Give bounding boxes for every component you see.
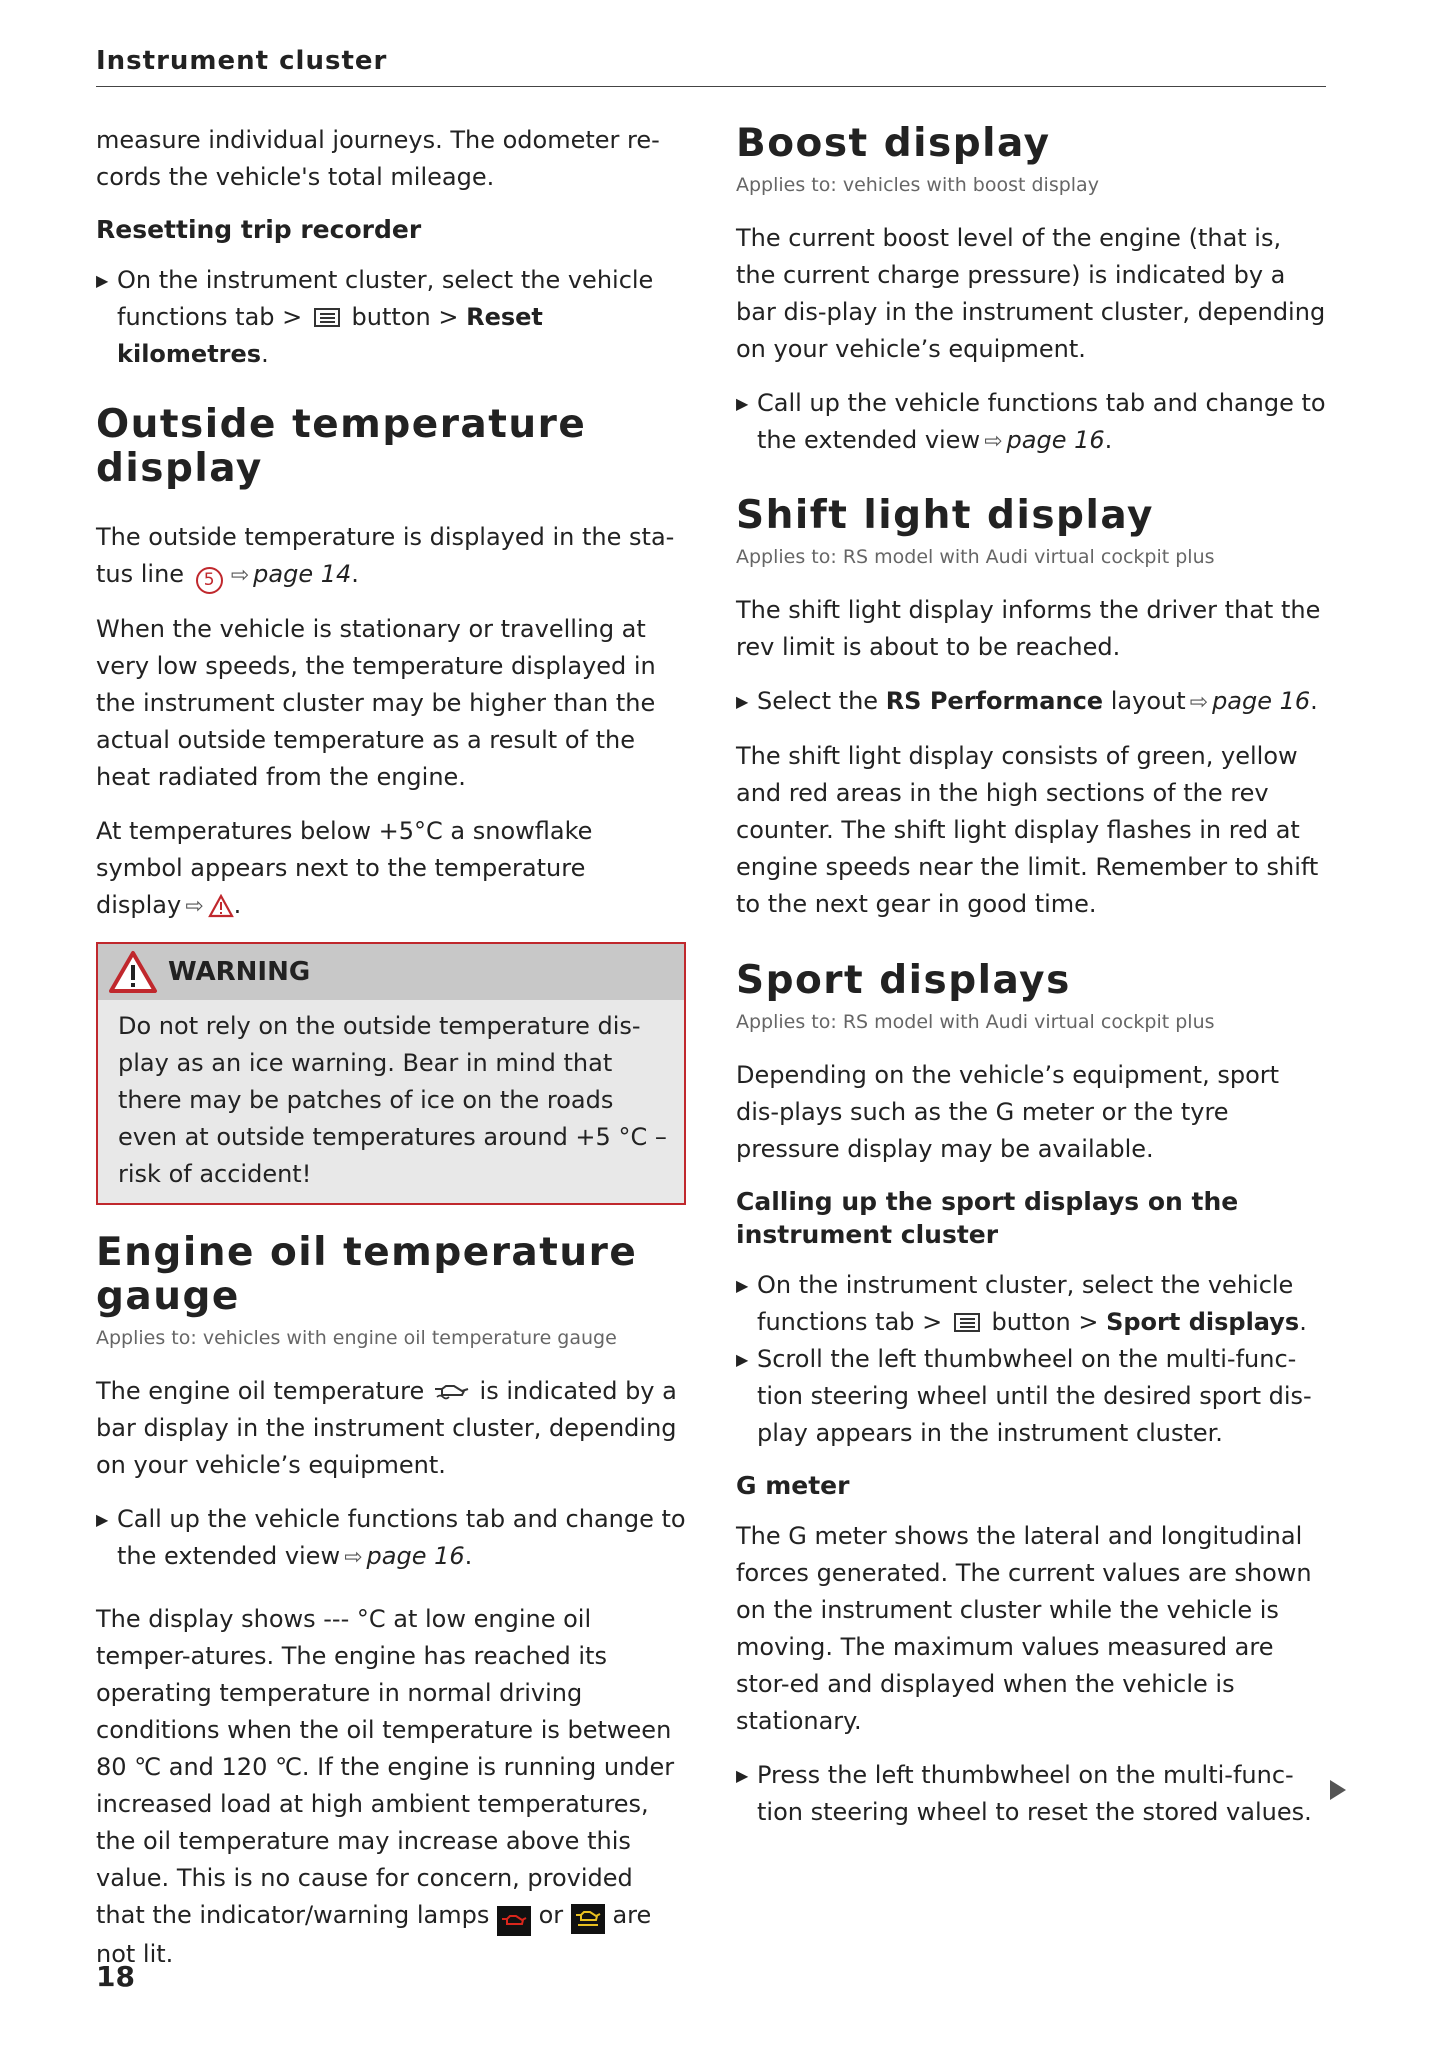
engine-oil-p2: The display shows --- °C at low engine oil temper-atures. The engine has reached its operating temperature in normal driving conditions when the oil temperature is between 80 ℃ and 120 ℃. If the engine is running under increased load at high ambient temperatures, the oil temperature may increase above this value. This is no cause for concern, provided that the indicator/warning lamps or are not lit. (96, 1605, 675, 1968)
oil-warning-lamp-yellow-icon (571, 1904, 605, 1934)
engine-oil-heading: Engine oil temperature gauge (96, 1230, 638, 1319)
boost-p1: The current boost level of the engine (that is, the current charge pressure) is indicated by a bar dis-play in the instrument cluster, depending on your vehicle’s equipment. (736, 224, 1326, 363)
page-link[interactable]: page 14 (253, 560, 352, 588)
page-link[interactable]: page 16 (366, 1542, 465, 1570)
sport-step-2: ▶ Scroll the left thumbwheel on the multi-func-tion steering wheel until the desired sport dis-play appears in the instrument cluster. (736, 1341, 1326, 1452)
page-link-arrow-icon: ⇨ (984, 429, 1003, 454)
g-meter-p1: The G meter shows the lateral and longitudinal forces generated. The current values are shown on the instrument cluster while the vehicle is moving. The maximum values measured are stor-ed and displayed when the vehicle is stationary. (736, 1522, 1312, 1735)
page-number: 18 (96, 1960, 135, 1993)
g-meter-heading: G meter (736, 1471, 850, 1500)
menu-icon (954, 1313, 980, 1332)
running-header: Instrument cluster (96, 46, 388, 76)
page-link-arrow-icon: ⇨ (1189, 690, 1209, 715)
calling-sport-displays-heading: Calling up the sport displays on the instrument cluster (736, 1187, 1239, 1249)
boost-applies: Applies to: vehicles with boost display (736, 174, 1099, 196)
warning-label: WARNING (168, 957, 311, 987)
sport-applies: Applies to: RS model with Audi virtual cockpit plus (736, 1011, 1215, 1033)
outside-temp-p2: When the vehicle is stationary or travelling at very low speeds, the temperature displayed in the instrument cluster may be higher than the actual outside temperature as a result of the heat radiated from the engine. (96, 615, 656, 791)
boost-step: ▶ Call up the vehicle functions tab and change to the extended view ⇨ page 16. (736, 385, 1326, 460)
intro-paragraph: measure individual journeys. The odometer re-cords the vehicle's total mileage. (96, 126, 660, 191)
reset-kilometres-label: Reset kilometres (117, 303, 543, 368)
page-link-arrow-icon: ⇨ (344, 1545, 363, 1570)
warning-text: Do not rely on the outside temperature dis-play as an ice warning. Bear in mind that there may be patches of ice on the roads even at outside temperatures around +5 °C – risk of accident! (118, 1012, 667, 1188)
callout-number: 5 (196, 567, 223, 594)
shift-light-step: ▶ Select the RS Performance layout ⇨ page 16. (736, 683, 1326, 721)
page-link-arrow-icon: ⇨ (185, 894, 204, 919)
continue-arrow-icon (1330, 1780, 1346, 1800)
sport-step-1: ▶ On the instrument cluster, select the vehicle functions tab > button > Sport displays. (736, 1267, 1326, 1341)
rs-performance-label: RS Performance (885, 687, 1104, 715)
shift-light-heading: Shift light display (736, 493, 1154, 538)
sport-displays-heading: Sport displays (736, 958, 1071, 1003)
page-link[interactable]: page 16 (1212, 687, 1311, 715)
oil-warning-lamp-red-icon (497, 1906, 531, 1936)
outside-temp-p1: The outside temperature is displayed in the sta-tus line 5 ⇨ page 14. (96, 519, 686, 594)
resetting-trip-recorder-heading: Resetting trip recorder (96, 215, 422, 244)
shift-light-p1: The shift light display informs the driver that the rev limit is about to be reached. (736, 596, 1321, 661)
shift-light-applies: Applies to: RS model with Audi virtual cockpit plus (736, 546, 1215, 568)
sport-p1: Depending on the vehicle’s equipment, sport dis-plays such as the G meter or the tyre pressure display may be available. (736, 1061, 1280, 1163)
reset-step: ▶ On the instrument cluster, select the vehicle functions tab > button > Reset kilometres. (96, 262, 686, 373)
bullet-arrow-icon: ▶ (736, 394, 749, 413)
oil-temperature-icon (432, 1381, 472, 1401)
warning-box (96, 942, 686, 1205)
engine-oil-step: ▶ Call up the vehicle functions tab and change to the extended view ⇨ page 16. (96, 1501, 686, 1576)
engine-oil-applies: Applies to: vehicles with engine oil temperature gauge (96, 1327, 617, 1349)
shift-light-p2: The shift light display consists of green, yellow and red areas in the high sections of the rev counter. The shift light display flashes in red at engine speeds near the limit. Remember to shift to the next gear in good time. (736, 742, 1319, 918)
menu-icon (314, 308, 340, 327)
right-column (736, 122, 1326, 1848)
outside-temp-p3: At temperatures below +5°C a snowflake symbol appears next to the temperature display ⇨ . (96, 817, 593, 919)
warning-triangle-icon[interactable] (208, 894, 234, 918)
bullet-arrow-icon: ▶ (736, 1276, 749, 1295)
boost-display-heading: Boost display (736, 121, 1051, 166)
page-link[interactable]: page 16 (1006, 426, 1105, 454)
page-link-arrow-icon: ⇨ (230, 563, 250, 588)
engine-oil-p1: The engine oil temperature is indicated by a bar display in the instrument cluster, depending on your vehicle’s equipment. (96, 1377, 677, 1479)
outside-temperature-heading: Outside temperature display (96, 402, 587, 491)
bullet-arrow-icon: ▶ (96, 271, 109, 290)
g-meter-step: ▶ Press the left thumbwheel on the multi-func-tion steering wheel to reset the stored values. (736, 1757, 1326, 1831)
warning-triangle-icon (108, 950, 158, 994)
left-column (96, 122, 686, 1990)
sport-displays-label: Sport displays (1106, 1308, 1300, 1336)
bullet-arrow-icon: ▶ (96, 1510, 109, 1529)
bullet-arrow-icon: ▶ (736, 692, 749, 711)
bullet-arrow-icon: ▶ (736, 1766, 749, 1785)
header-rule (96, 86, 1326, 87)
warning-header (98, 944, 684, 1000)
bullet-arrow-icon: ▶ (736, 1350, 749, 1369)
